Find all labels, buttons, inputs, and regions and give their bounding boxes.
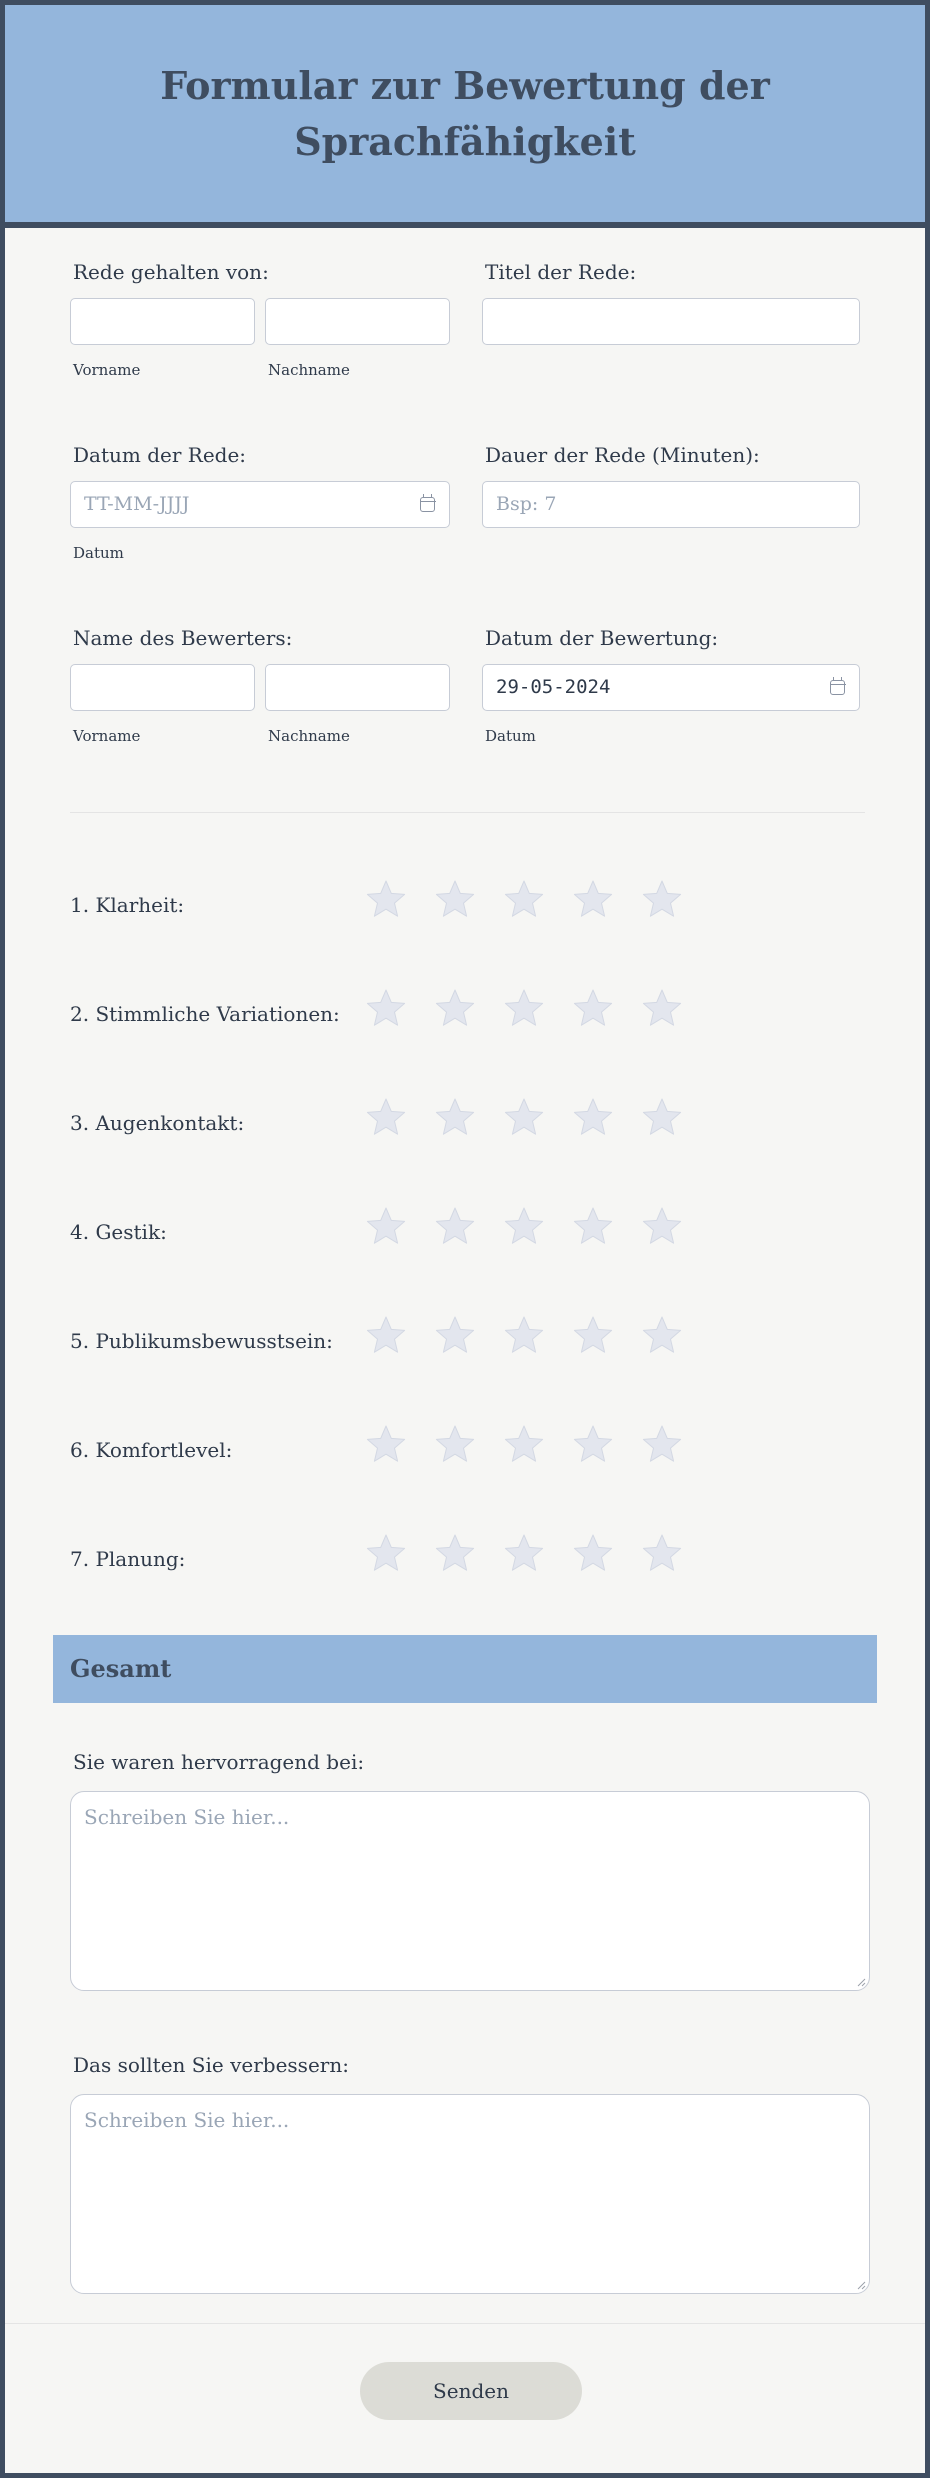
star-icon[interactable]	[503, 1205, 545, 1247]
star-icon[interactable]	[365, 1205, 407, 1247]
evaluation-date-label: Datum der Bewertung:	[485, 626, 719, 650]
evaluator-first-name-input[interactable]	[70, 664, 255, 711]
star-icon[interactable]	[365, 1423, 407, 1465]
star-icon[interactable]	[434, 878, 476, 920]
footer-divider	[5, 2323, 925, 2324]
overall-section-heading: Gesamt	[53, 1635, 877, 1703]
star-icon[interactable]	[503, 1423, 545, 1465]
rating-label-clarity: 1. Klarheit:	[70, 893, 185, 917]
star-icon[interactable]	[365, 1532, 407, 1574]
submit-button[interactable]: Senden	[360, 2362, 582, 2420]
duration-label: Dauer der Rede (Minuten):	[485, 443, 760, 467]
form-header	[5, 5, 925, 228]
speech-date-sublabel: Datum	[73, 544, 124, 562]
duration-input[interactable]	[482, 481, 860, 528]
evaluator-first-name-sublabel: Vorname	[73, 727, 141, 745]
strengths-textarea[interactable]	[70, 1791, 870, 1991]
rating-label-comfort-level: 6. Komfortlevel:	[70, 1438, 233, 1462]
star-icon[interactable]	[641, 878, 683, 920]
rating-label-planning: 7. Planung:	[70, 1547, 186, 1571]
star-icon[interactable]	[572, 987, 614, 1029]
speaker-label: Rede gehalten von:	[73, 260, 269, 284]
star-icon[interactable]	[434, 1096, 476, 1138]
star-icon[interactable]	[572, 1314, 614, 1356]
star-icon[interactable]	[365, 987, 407, 1029]
star-icon[interactable]	[434, 1314, 476, 1356]
star-icon[interactable]	[503, 878, 545, 920]
section-divider	[70, 812, 865, 813]
calendar-icon[interactable]	[830, 680, 845, 695]
star-icon[interactable]	[503, 1314, 545, 1356]
speech-date-placeholder: TT-MM-JJJJ	[84, 493, 190, 515]
evaluation-date-value: 29-05-2024	[496, 676, 611, 698]
star-icon[interactable]	[572, 878, 614, 920]
rating-label-gestures: 4. Gestik:	[70, 1220, 167, 1244]
strengths-placeholder: Schreiben Sie hier...	[84, 1805, 290, 1829]
strengths-label: Sie waren hervorragend bei:	[73, 1750, 365, 1774]
form-title: Formular zur Bewertung der Sprachfähigkeit	[160, 62, 770, 164]
evaluator-label: Name des Bewerters:	[73, 626, 293, 650]
star-icon[interactable]	[434, 1423, 476, 1465]
speaker-last-name-sublabel: Nachname	[268, 361, 350, 379]
star-icon[interactable]	[503, 987, 545, 1029]
star-icon[interactable]	[434, 987, 476, 1029]
star-icon[interactable]	[641, 1532, 683, 1574]
star-icon[interactable]	[572, 1096, 614, 1138]
speaker-first-name-sublabel: Vorname	[73, 361, 141, 379]
duration-placeholder: Bsp: 7	[496, 493, 557, 515]
star-icon[interactable]	[365, 878, 407, 920]
evaluation-date-input[interactable]	[482, 664, 860, 711]
speech-date-label: Datum der Rede:	[73, 443, 247, 467]
rating-label-eye-contact: 3. Augenkontakt:	[70, 1111, 245, 1135]
star-icon[interactable]	[641, 987, 683, 1029]
star-icon[interactable]	[365, 1096, 407, 1138]
star-icon[interactable]	[641, 1205, 683, 1247]
star-icon[interactable]	[572, 1532, 614, 1574]
star-icon[interactable]	[503, 1096, 545, 1138]
resize-grip-icon[interactable]	[856, 1977, 866, 1987]
rating-label-vocal-variation: 2. Stimmliche Variationen:	[70, 1002, 340, 1026]
improve-textarea[interactable]	[70, 2094, 870, 2294]
speech-title-input[interactable]	[482, 298, 860, 345]
star-icon[interactable]	[503, 1532, 545, 1574]
improve-label: Das sollten Sie verbessern:	[73, 2053, 349, 2077]
star-icon[interactable]	[434, 1205, 476, 1247]
improve-placeholder: Schreiben Sie hier...	[84, 2108, 290, 2132]
form-frame	[5, 5, 925, 2473]
star-icon[interactable]	[641, 1423, 683, 1465]
evaluation-date-sublabel: Datum	[485, 727, 536, 745]
rating-label-audience-awareness: 5. Publikumsbewusstsein:	[70, 1329, 333, 1353]
speaker-last-name-input[interactable]	[265, 298, 450, 345]
speaker-first-name-input[interactable]	[70, 298, 255, 345]
star-icon[interactable]	[572, 1423, 614, 1465]
star-icon[interactable]	[434, 1532, 476, 1574]
evaluator-last-name-input[interactable]	[265, 664, 450, 711]
star-icon[interactable]	[365, 1314, 407, 1356]
resize-grip-icon[interactable]	[856, 2280, 866, 2290]
speech-title-label: Titel der Rede:	[485, 260, 637, 284]
star-icon[interactable]	[641, 1314, 683, 1356]
calendar-icon[interactable]	[420, 497, 435, 512]
speech-date-input[interactable]	[70, 481, 450, 528]
star-icon[interactable]	[641, 1096, 683, 1138]
evaluator-last-name-sublabel: Nachname	[268, 727, 350, 745]
star-icon[interactable]	[572, 1205, 614, 1247]
